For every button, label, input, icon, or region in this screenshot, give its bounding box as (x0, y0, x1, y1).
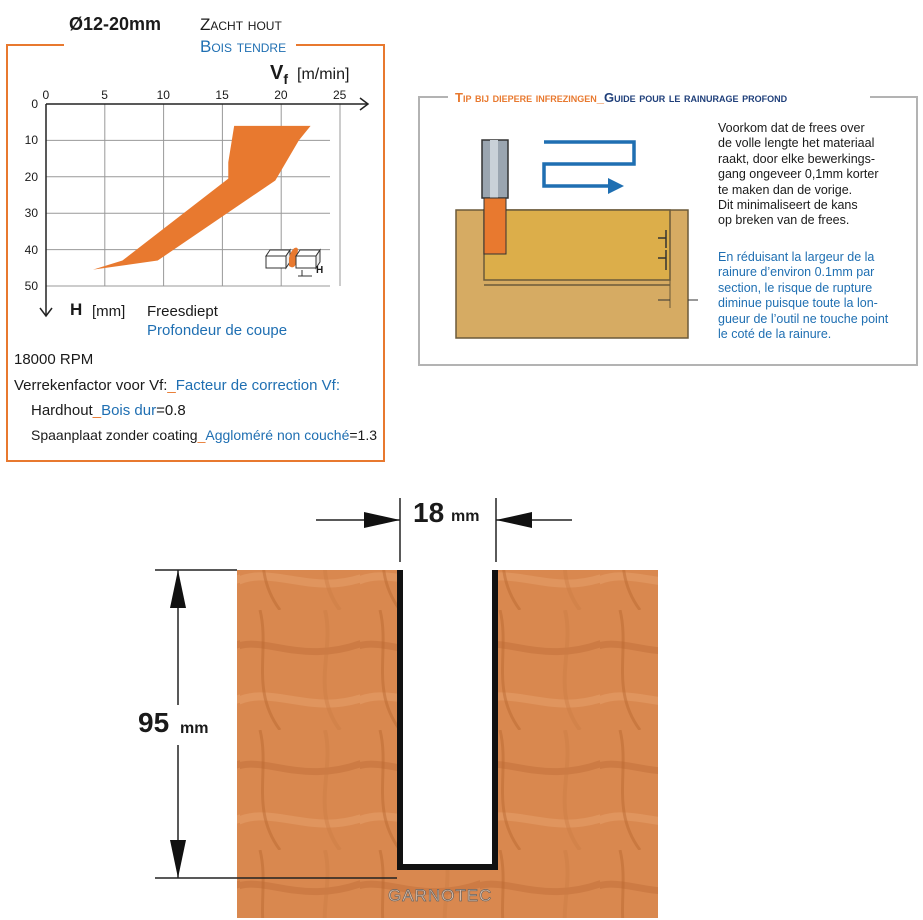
tip-title-sep: _ (596, 90, 605, 105)
x-tick-label: 20 (274, 88, 288, 102)
y-tick-label: 20 (24, 169, 38, 184)
tip-text-nl-line: gang ongeveer 0,1mm korter (718, 167, 879, 182)
chipboard-line (31, 427, 377, 443)
y-tick-label: 30 (24, 206, 38, 221)
wood-left (237, 570, 397, 918)
vf-axis-letter: V (270, 62, 284, 84)
tip-text-nl-line: op breken van de frees. (718, 213, 850, 228)
tip-text-fr-line: section, le risque de rupture (718, 280, 873, 295)
chipboard-nl: Spaanplaat zonder coating (31, 427, 198, 443)
wood-type-nl: Zacht hout (200, 15, 282, 34)
tip-panel-top-line (870, 96, 918, 98)
depth-unit: mm (180, 720, 209, 737)
tip-text-nl-line: te maken dan de vorige. (718, 182, 853, 197)
width-unit: mm (451, 508, 480, 525)
y-tick-label: 10 (24, 133, 38, 148)
rpm-label: 18000 RPM (14, 351, 94, 368)
hardwood-sep: _ (92, 402, 102, 419)
y-tick-label: 50 (24, 279, 38, 293)
tip-text-nl-line: raakt, door elke bewerkings- (718, 151, 876, 166)
h-axis-unit: [mm] (92, 303, 126, 320)
tip-text-fr (718, 250, 900, 342)
tip-illustration (440, 130, 700, 345)
y-tick-label: 0 (31, 97, 38, 111)
depth-value: 95 (138, 707, 170, 738)
correction-fr: Facteur de correction Vf: (175, 377, 340, 394)
hardwood-fr: Bois dur (101, 402, 157, 419)
h-desc-nl: Freesdiept (147, 303, 218, 320)
chipboard-fr: Aggloméré non couché (205, 427, 350, 443)
watermark: GARNOTEC (388, 886, 493, 905)
x-tick-label: 25 (333, 88, 347, 102)
tip-text-fr-line: rainure d’environ 0.1mm par (718, 265, 875, 280)
y-tick-label: 40 (24, 242, 38, 257)
x-tick-label: 10 (156, 88, 170, 102)
tip-text-fr-line: le coté de la rainure. (718, 327, 832, 342)
tip-text-nl-line: Voorkom dat de frees over (718, 121, 865, 135)
tip-text-fr-line: En réduisant la largeur de la (718, 250, 875, 264)
tip-title (455, 90, 787, 105)
tip-title-fr: Guide pour le rainurage profond (604, 90, 788, 105)
tip-panel-top-line (418, 96, 448, 98)
chipboard-value: =1.3 (349, 427, 378, 443)
tip-title-nl: Tip bij diepere infrezingen (455, 90, 597, 105)
diameter-label: Ø12-20mm (69, 14, 162, 34)
x-tick-label: 0 (42, 88, 50, 102)
tip-text-nl-line: Dit minimaliseert de kans (718, 198, 858, 213)
groove-diagram (0, 490, 923, 920)
hardwood-value: =0.8 (156, 402, 186, 419)
correction-line (14, 377, 340, 394)
tip-text-nl-line: de volle lengte het materiaal (718, 136, 875, 151)
hardwood-nl: Hardhout (31, 402, 93, 419)
tip-text-fr-line: diminue puisque toute la lon- (718, 296, 878, 311)
wood-right (498, 570, 658, 918)
wood-type-fr: Bois tendre (200, 37, 287, 56)
tip-text-nl (718, 121, 879, 229)
vf-axis-subscript: f (283, 71, 289, 87)
h-desc-fr: Profondeur de coupe (147, 322, 288, 339)
x-tick-label: 5 (101, 88, 108, 102)
correction-nl: Verrekenfactor voor Vf: (14, 377, 168, 394)
hardwood-line (31, 402, 186, 419)
x-tick-label: 15 (215, 88, 229, 102)
correction-sep: _ (167, 377, 176, 394)
h-axis-title: H (70, 300, 83, 319)
vf-axis-unit: [m/min] (297, 66, 350, 83)
inset-icon-label: H (316, 265, 324, 276)
width-value: 18 (413, 497, 445, 528)
groove-outline (397, 570, 498, 870)
chipboard-sep: _ (197, 427, 206, 443)
tip-text-fr-line: gueur de l’outil ne touche point (718, 311, 889, 326)
